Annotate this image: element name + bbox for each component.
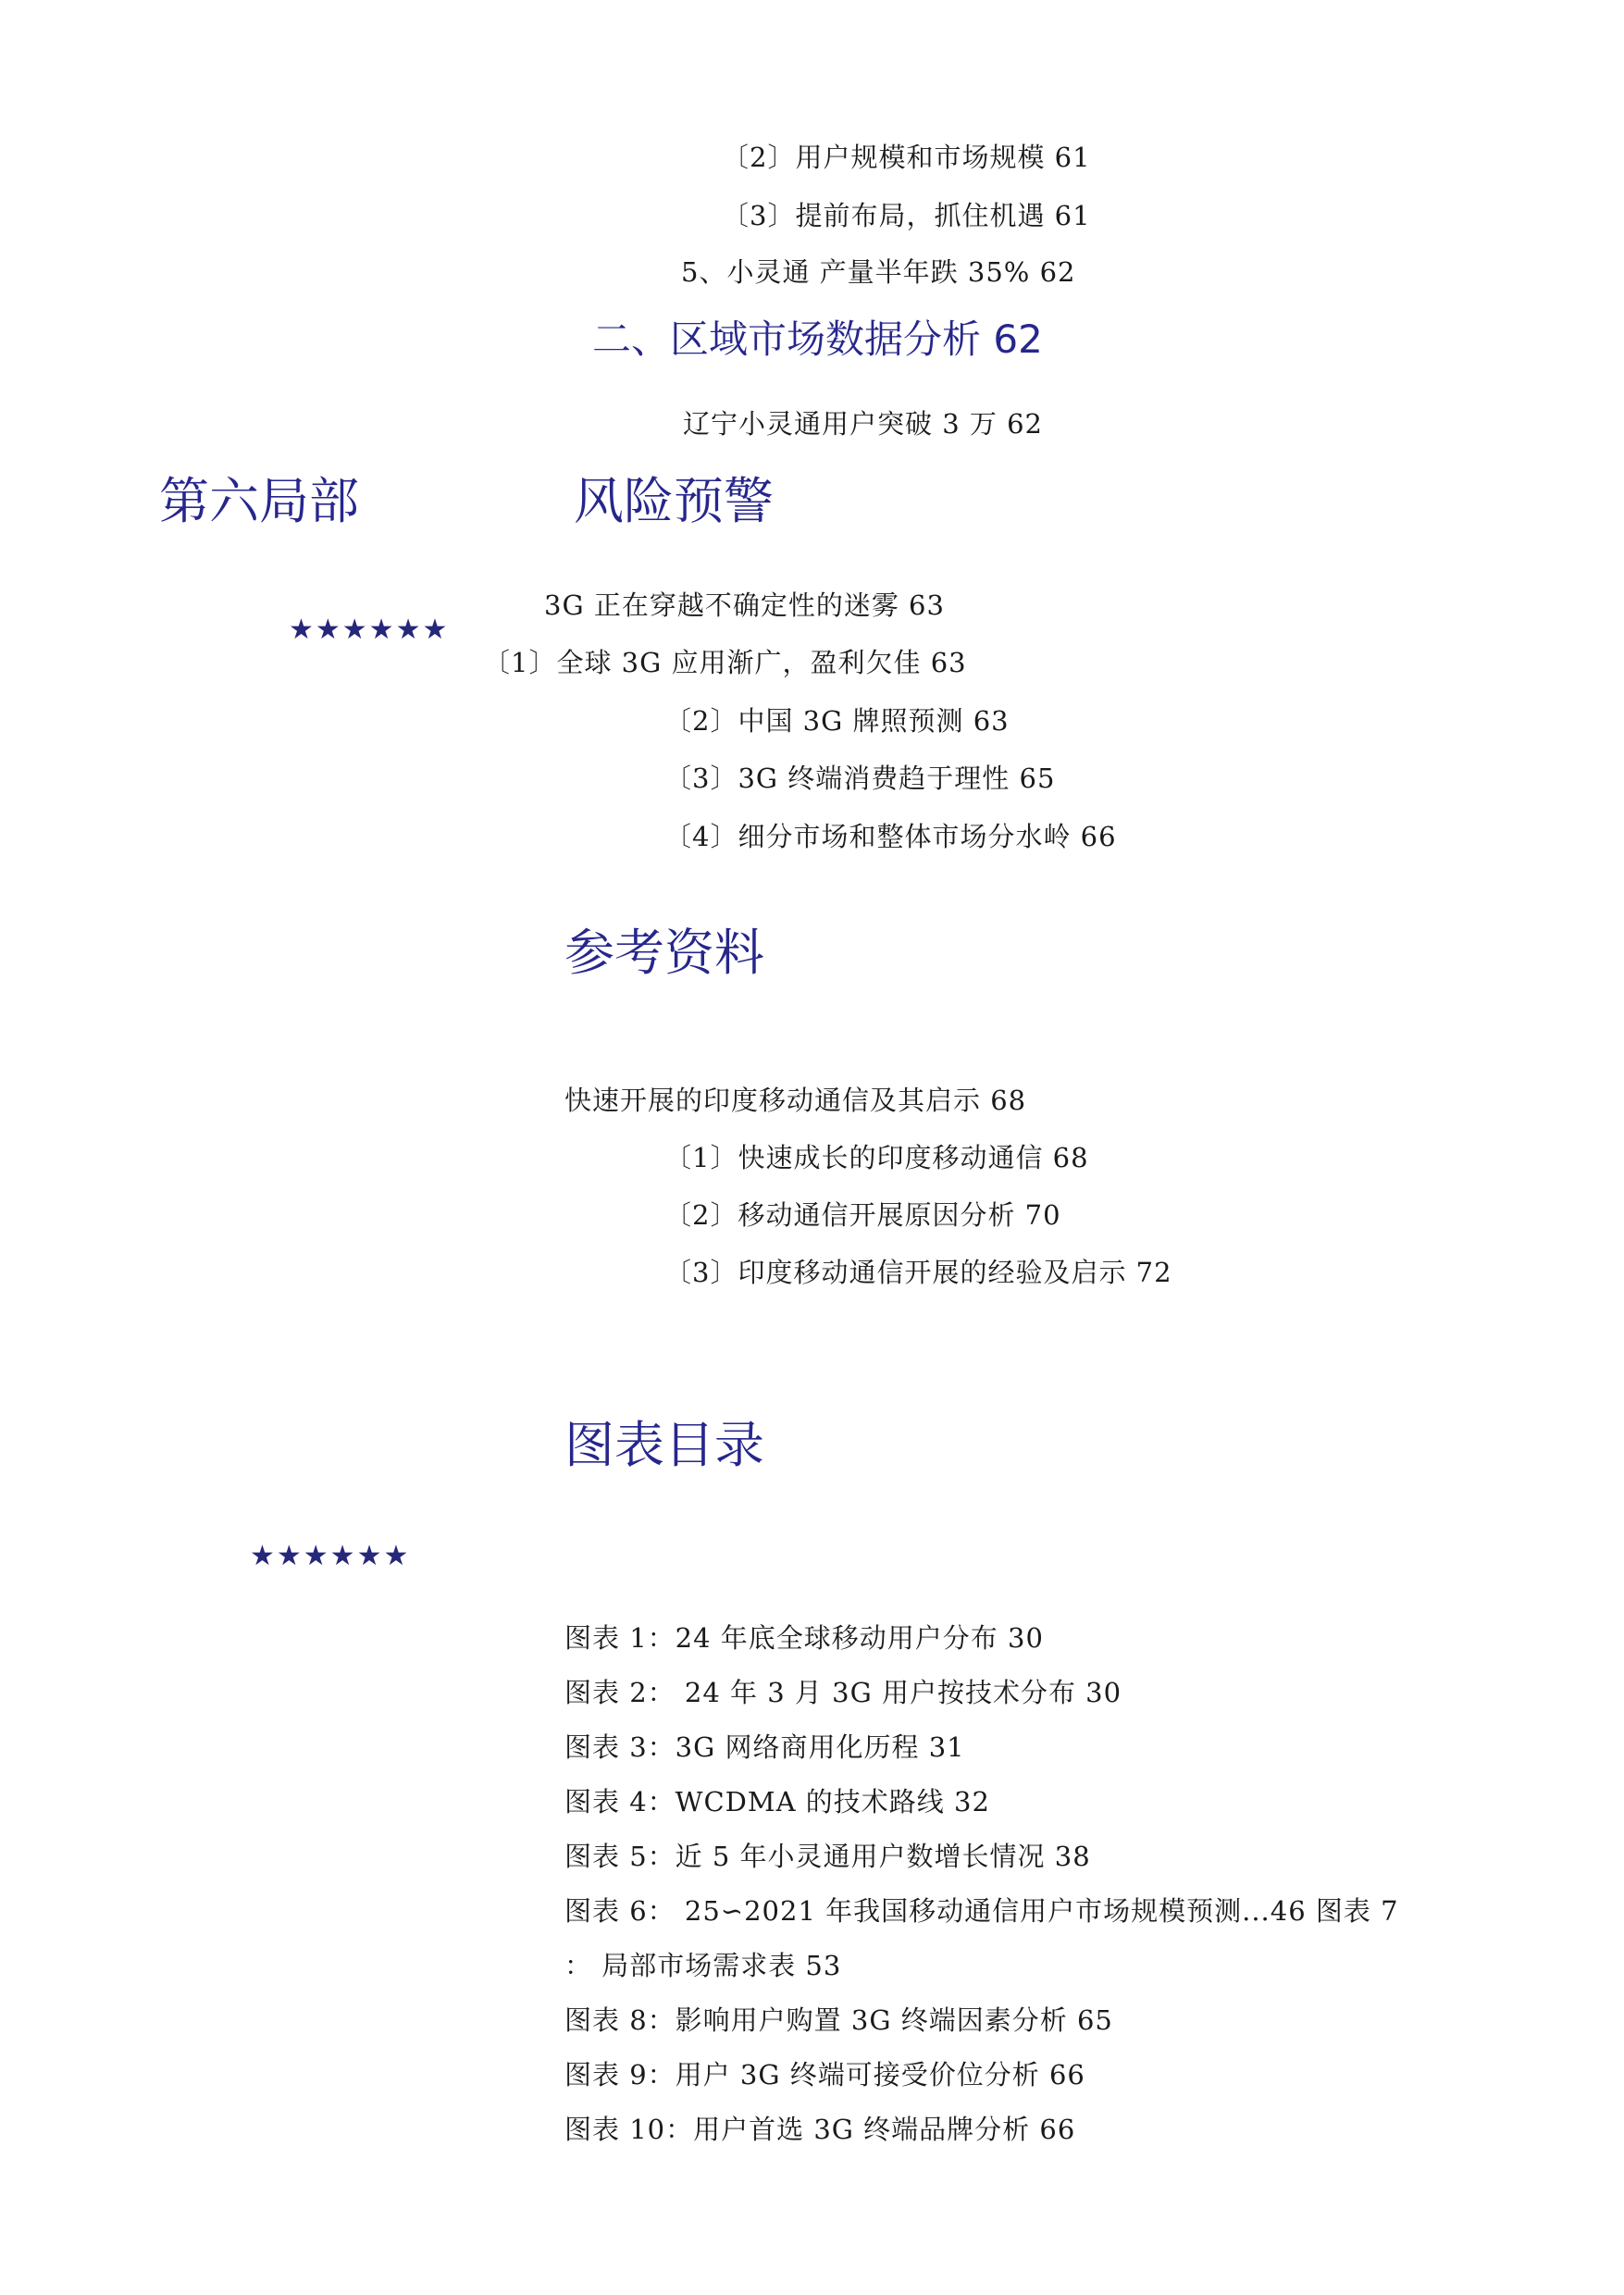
toc-line-liaoning-phs[interactable]: 辽宁小灵通用户突破 3 万 62 <box>683 408 1044 440</box>
figure-entry-8[interactable]: 图表 8：影响用户购置 3G 终端因素分析 65 <box>564 2004 1113 2036</box>
part-six-label: 第六局部 <box>159 472 359 530</box>
toc-line-terminal-consumption[interactable]: 〔3〕3G 终端消费趋于理性 65 <box>664 763 1056 794</box>
figure-entry-6[interactable]: 图表 6： 25∽2021 年我国移动通信用户市场规模预测...46 图表 7 <box>564 1895 1399 1927</box>
part-six-title[interactable]: 风险预警 <box>574 472 774 530</box>
figure-entry-7[interactable]: ： 局部市场需求表 53 <box>564 1950 842 1981</box>
toc-line-3g-uncertainty[interactable]: 3G 正在穿越不确定性的迷雾 63 <box>544 589 945 621</box>
figure-entry-5[interactable]: 图表 5：近 5 年小灵通用户数增长情况 38 <box>564 1841 1091 1872</box>
figure-list-heading[interactable]: 图表目录 <box>564 1416 764 1474</box>
section-heading-regional-data[interactable]: 二、区域市场数据分析 62 <box>592 316 1043 362</box>
figure-entry-10[interactable]: 图表 10：用户首选 3G 终端品牌分析 66 <box>564 2114 1076 2145</box>
toc-line-india-reasons[interactable]: 〔2〕移动通信开展原因分析 70 <box>664 1199 1061 1231</box>
star-rating-decoration: ★★★★★★ <box>289 614 450 646</box>
toc-line-user-scale[interactable]: 〔2〕用户规模和市场规模 61 <box>722 142 1091 173</box>
figure-entry-9[interactable]: 图表 9：用户 3G 终端可接受价位分析 66 <box>564 2059 1085 2090</box>
figure-entry-4[interactable]: 图表 4：WCDMA 的技术路线 32 <box>564 1786 990 1817</box>
toc-line-india-mobile[interactable]: 快速开展的印度移动通信及其启示 68 <box>564 1085 1027 1116</box>
toc-line-market-watershed[interactable]: 〔4〕细分市场和整体市场分水岭 66 <box>664 821 1117 852</box>
figure-entry-2[interactable]: 图表 2： 24 年 3 月 3G 用户按技术分布 30 <box>564 1677 1122 1708</box>
toc-line-early-layout[interactable]: 〔3〕提前布局，抓住机遇 61 <box>722 200 1091 231</box>
figure-entry-1[interactable]: 图表 1：24 年底全球移动用户分布 30 <box>564 1622 1044 1654</box>
toc-line-phs-output[interactable]: 5、小灵通 产量半年跌 35% 62 <box>681 256 1076 288</box>
toc-line-india-growth[interactable]: 〔1〕快速成长的印度移动通信 68 <box>664 1142 1089 1173</box>
star-rating-decoration-2: ★★★★★★ <box>250 1540 411 1572</box>
toc-line-india-experience[interactable]: 〔3〕印度移动通信开展的经验及启示 72 <box>664 1257 1172 1288</box>
toc-line-china-license[interactable]: 〔2〕中国 3G 牌照预测 63 <box>664 705 1010 737</box>
toc-line-global-3g[interactable]: 〔1〕全球 3G 应用渐广，盈利欠佳 63 <box>483 647 967 678</box>
figure-entry-3[interactable]: 图表 3：3G 网络商用化历程 31 <box>564 1731 965 1763</box>
references-heading[interactable]: 参考资料 <box>564 924 764 982</box>
